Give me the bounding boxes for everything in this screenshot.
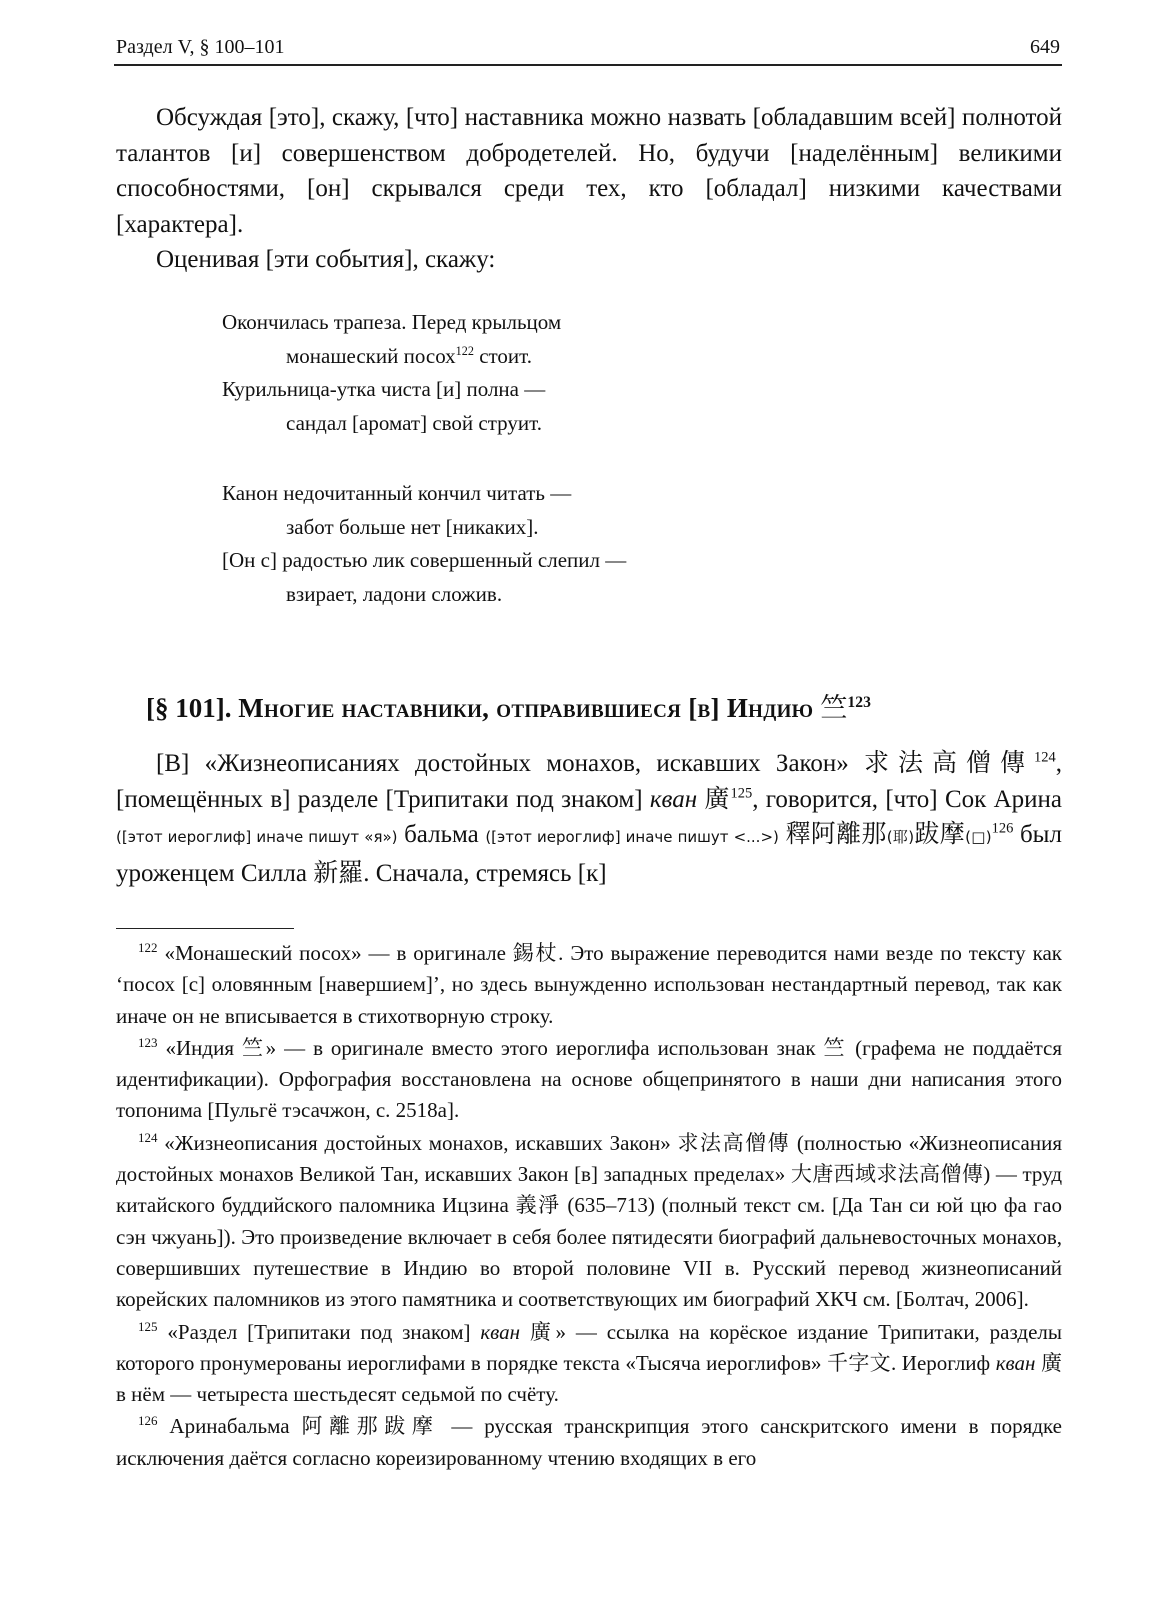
footnote-number: 126 xyxy=(138,1413,158,1429)
footnote-126: $^{126}$ Аринабальма 阿離那跋摩 — русская транскрипция этого санскритского имени в порядке исключения даётся согласно кореизированному чтению входящих в его xyxy=(116,1413,1062,1470)
poem-line: [Он с] радостью лик совершенный слепил — xyxy=(222,548,627,572)
poem-line: взирает, ладони сложив. xyxy=(286,581,503,606)
section-body xyxy=(116,746,1062,891)
footnote-124: $^{124}$ «Жизнеописания достойных монахов, искавших Закон» 求法高僧傳 (полностью «Жизнеописания достойных монахов Великой Тан, искавших Закон [в] западных пределах» 大唐西域求法高僧傳) — труд китайского буддийского паломника Ицзина 義淨 (635–713) (полный текст см. [Да Тан си юй цю фа гао сэн чжуань]). Это произведение включает в себя более пятидесяти биографий дальневосточных монахов, совершивших путешествие в Индию во второй половине VII в. Русский перевод жизнеописаний корейских паломников из этого памятника и соответствующих им биографий ХКЧ см. [Болтач, 2006]. xyxy=(116,1129,1062,1312)
paragraph-discussion: Обсуждая [это], скажу, [что] наставника можно назвать [обладавшим всей] полнотой талантов [и] совершенством добродетелей. Но, будучи [наделённым] великими способностями, [он] скрывался среди тех, кто [обладал] низкими качествами [характера]. xyxy=(116,104,1062,238)
section-heading: [§ 101]. Многие наставники, отправившиеся [в] Индию 竺$^{123}$ xyxy=(146,693,871,723)
poem-line: Курильница-утка чиста [и] полна — xyxy=(222,377,546,401)
page-number: 649 xyxy=(1030,36,1060,58)
footnote-number: 122 xyxy=(138,940,158,955)
footnote-number: 123 xyxy=(138,1034,158,1050)
poem-line: сандал [аромат] свой струит. xyxy=(286,410,542,435)
footnote-number: 125 xyxy=(138,1318,158,1334)
footnote-ref: 122 xyxy=(455,343,474,358)
footnotes xyxy=(116,938,1062,1475)
footnote-number: 124 xyxy=(138,1129,158,1145)
poem-line: Канон недочитанный кончил читать — xyxy=(222,481,572,505)
poem-line: Окончилась трапеза. Перед крыльцом xyxy=(222,310,562,334)
footnote-divider xyxy=(116,928,294,929)
footnote-122: $^{122}$ «Монашеский посох» — в оригинале 錫杖. Это выражение переводится нами везде по тексту как ‘посох [с] оловянным [навершием]’, но здесь вынужденно использован нестандартный перевод, так как иначе он не вписывается в стихотворную строку. xyxy=(116,940,1062,1028)
footnote-125: $^{125}$ «Раздел [Трипитаки под знаком] кван 廣» — ссылка на корёское издание Трипитаки, разделы которого пронумерованы иероглифами в порядке текста «Тысяча иероглифов» 千字文. Иероглиф кван 廣 в нём — четыреста шестьдесят седьмой по счёту. xyxy=(116,1318,1062,1407)
running-head: Раздел V, § 100–101 xyxy=(116,36,285,58)
poem-stanza-2 xyxy=(222,477,626,611)
footnote-123: $^{123}$ «Индия 竺» — в оригинале вместо этого иероглифа использован знак 竺 (графема не поддаётся идентификации). Орфография восстановлена на основе общепринятого в наши дни написания этого топонима [Пульгё тэсачжон, с. 2518a]. xyxy=(116,1034,1062,1123)
paragraph-evaluation: Оценивая [эти события], скажу: xyxy=(156,246,496,273)
paragraph-aryavarman: [В] «Жизнеописаниях достойных монахов, искавших Закон» 求法高僧傳$^{124}$, [помещённых в] разделе [Трипитаки под знаком] кван 廣$^{125}$, говорится, [что] Сок Арина ([этот иероглиф] иначе пишут «я») бальма ([этот иероглиф] иначе пишут <...>) 釋阿離那(耶)跋摩(□)$^{126}$ был уроженцем Силла 新羅. Сначала, стремясь [к] xyxy=(116,749,1062,887)
footnote-ref: 123 xyxy=(847,694,871,711)
poem-line: забот больше нет [никаких]. xyxy=(286,514,539,539)
poem-stanza-1 xyxy=(222,306,561,440)
poem-line: монашеский посох$^{122}$ стоит. xyxy=(286,343,532,368)
main-text xyxy=(116,100,1062,278)
page-header xyxy=(114,34,1062,66)
